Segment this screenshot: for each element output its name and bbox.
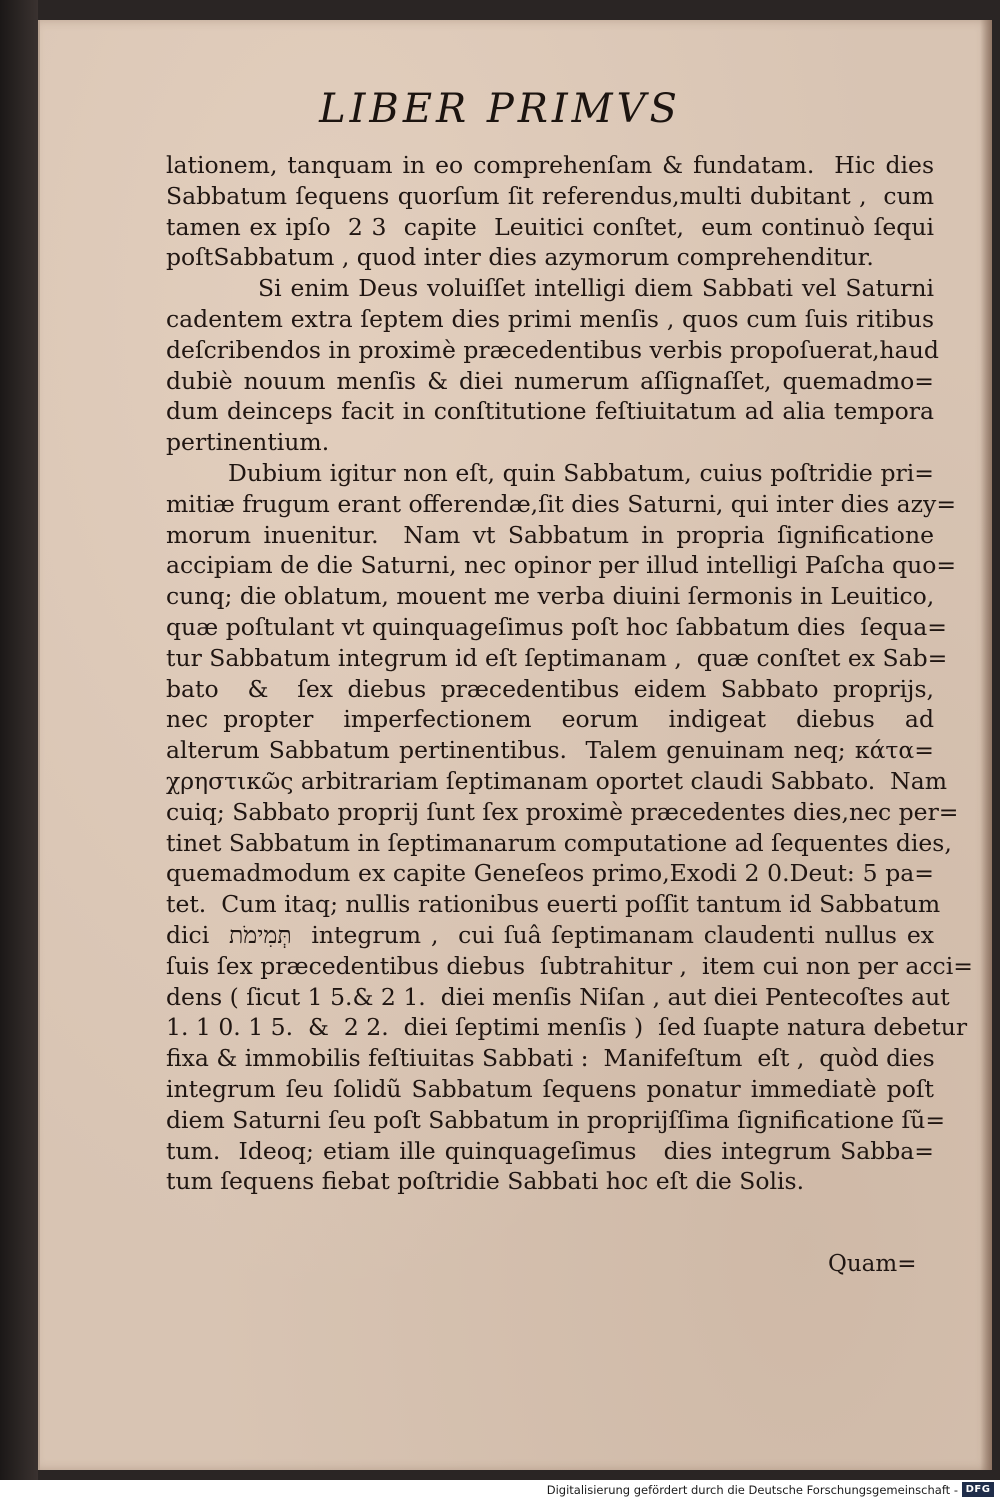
text-line: tinet Sabbatum in ſeptimanarum computatione ad ſequentes dies, [166, 828, 952, 857]
text-line: nec propter imperfectionem eorum indigeat diebus ad [166, 705, 934, 734]
text-line: alterum Sabbatum pertinentibus. Talem genuinam neq; κάτα= [166, 736, 934, 765]
catchword: Quam= [828, 1251, 917, 1277]
text-line: diem Saturni ſeu poſt Sabbatum in proprijſſima ſignificatione ſũ= [166, 1105, 946, 1134]
text-line: fixa & immobilis feſtiuitas Sabbati : Manifeſtum eſt , quòd dies [166, 1044, 935, 1073]
funding-credit: Digitalisierung gefördert durch die Deutsche Forschungsgemeinschaft - [546, 1483, 958, 1497]
text-line: tum. Ideoq; etiam ille quinquageſimus dies integrum Sabba= [166, 1136, 934, 1165]
text-line: Sabbatum ſequens quorſum ſit referendus,multi dubitant , cum [166, 181, 934, 210]
text-line: χρηστικῶς arbitrariam ſeptimanam oportet claudi Sabbato. Nam [166, 766, 948, 795]
body-text [166, 150, 973, 1197]
text-line: pertinentium. [166, 428, 330, 457]
text-line: Dubium igitur non eſt, quin Sabbatum, cuius poſtridie pri= [228, 458, 934, 487]
running-head: LIBER PRIMVS [319, 86, 681, 132]
binding-edge [0, 0, 38, 1480]
text-line: dubiè nouum menſis & diei numerum aſſignaſſet, quemadmo= [166, 366, 934, 395]
text-line: cunq; die oblatum, mouent me verba diuini ſermonis in Leuitico, [166, 582, 935, 611]
text-line: cuiq; Sabbato proprij ſunt ſex proximè præcedentes dies,nec per= [166, 797, 959, 826]
text-line: mitiæ frugum erant offerendæ,ſit dies Saturni, qui inter dies azy= [166, 489, 957, 518]
text-line: dens ( ſicut 1 5.& 2 1. diei menſis Niſan , aut diei Pentecoſtes aut [166, 982, 950, 1011]
text-line: quemadmodum ex capite Geneſeos primo,Exodi 2 0.Deut: 5 pa= [166, 859, 934, 888]
text-line: bato & ſex diebus præcedentibus eidem Sabbato proprijs, [166, 674, 934, 703]
text-line: ſuis ſex præcedentibus diebus ſubtrahitur , item cui non per acci= [166, 951, 973, 980]
text-line: cadentem extra ſeptem dies primi menſis , quos cum ſuis ritibus [166, 304, 934, 333]
text-line: dum deinceps facit in conſtitutione feſtiuitatum ad alia tempora [166, 397, 934, 426]
text-line: integrum ſeu ſolidũ Sabbatum ſequens ponatur immediatè poſt [166, 1074, 934, 1103]
text-line: quæ poſtulant vt quinquageſimus poſt hoc ſabbatum dies ſequa= [166, 612, 947, 641]
text-line: dici תְּמִימֹת integrum , cui ſuâ ſeptimanam claudenti nullus ex [166, 920, 934, 949]
text-line: morum inuenitur. Nam vt Sabbatum in propria ſignificatione [166, 520, 934, 549]
footer-bar [0, 1480, 1000, 1501]
text-line: Si enim Deus voluiſſet intelligi diem Sabbati vel Saturni [258, 274, 934, 303]
text-line: tamen ex ipſo 2 3 capite Leuitici conſtet, eum continuò ſequi [166, 212, 934, 241]
text-line: 1. 1 0. 1 5. & 2 2. diei ſeptimi menſis ) ſed ſuapte natura debetur [166, 1013, 968, 1042]
text-line: accipiam de die Saturni, nec opinor per illud intelligi Paſcha quo= [166, 551, 957, 580]
text-line: poſtSabbatum , quod inter dies azymorum comprehenditur. [166, 243, 874, 272]
text-line: deſcribendos in proximè præcedentibus verbis propoſuerat,haud [166, 335, 939, 364]
page-edge-shadow [980, 20, 992, 1470]
dfg-logo-icon: DFG [962, 1482, 994, 1497]
text-line: tum ſequens fiebat poſtridie Sabbati hoc eſt die Solis. [166, 1167, 805, 1196]
text-line: tur Sabbatum integrum id eſt ſeptimanam , quæ conſtet ex Sab= [166, 643, 948, 672]
text-line: tet. Cum itaq; nullis rationibus euerti poſſit tantum id Sabbatum [166, 890, 941, 919]
text-line: lationem, tanquam in eo comprehenſam & fundatam. Hic dies [166, 151, 934, 179]
